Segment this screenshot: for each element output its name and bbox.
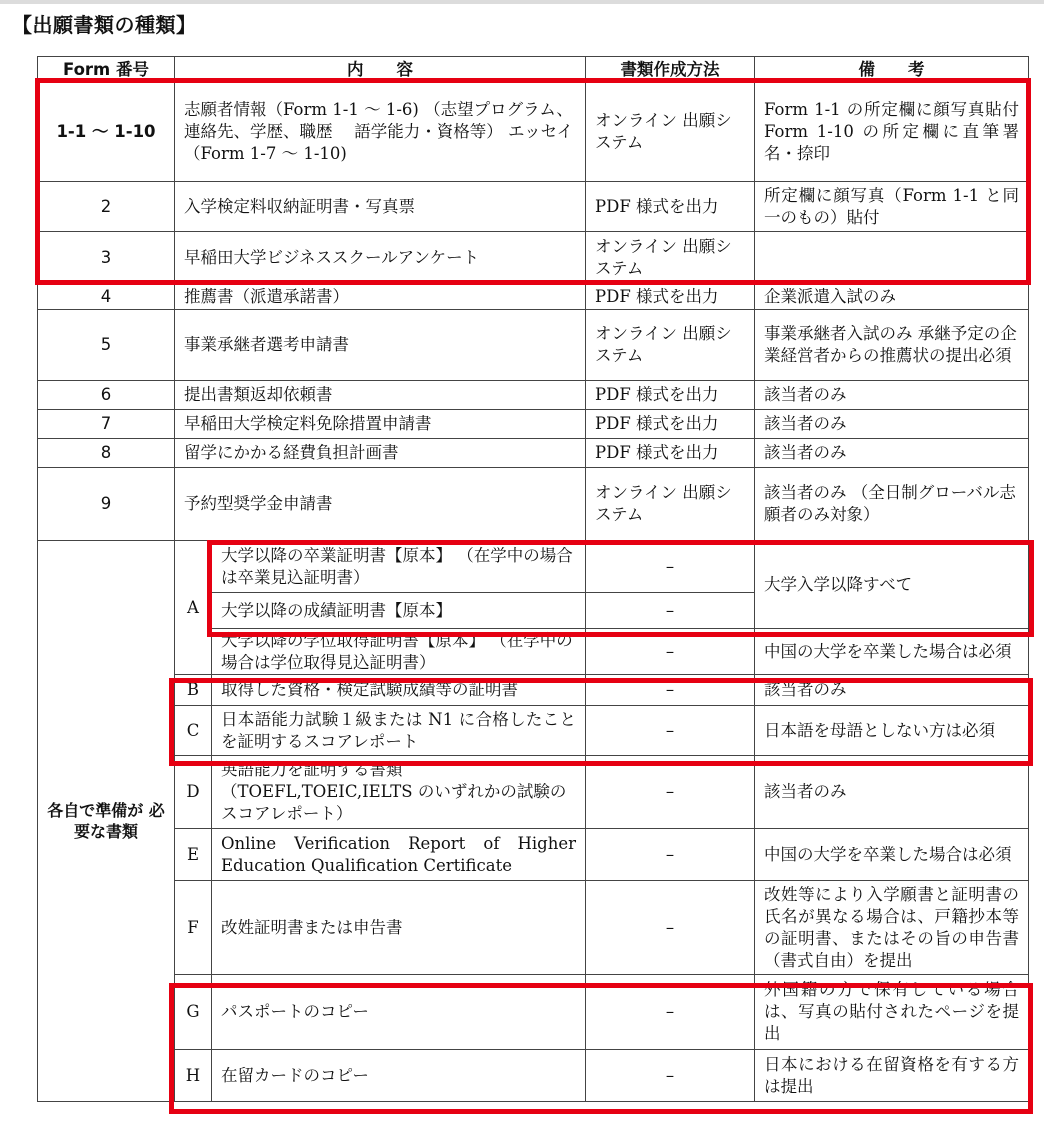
table-row: [38, 975, 1029, 1050]
row-remarks: 日本における在留資格を有する方は提出: [755, 1050, 1029, 1102]
row-content: 提出書類返却依頼書: [175, 381, 586, 410]
row-content: 予約型奨学金申請書: [175, 468, 586, 541]
row-method: –: [586, 756, 755, 829]
group-letter-f: F: [175, 881, 212, 975]
table-row: [38, 83, 1029, 182]
table-row: [38, 182, 1029, 232]
form-no: 1-1 〜 1-10: [38, 83, 175, 182]
row-method: PDF 様式を出力: [586, 410, 755, 439]
row-content: 入学検定料収納証明書・写真票: [175, 182, 586, 232]
row-content: 推薦書（派遣承諾書）: [175, 285, 586, 310]
group-letter-d: D: [175, 756, 212, 829]
row-content: 留学にかかる経費負担計画書: [175, 439, 586, 468]
row-method: –: [586, 675, 755, 706]
row-content: 在留カードのコピー: [212, 1050, 586, 1102]
row-method: オンライン 出願システム: [586, 83, 755, 182]
form-no: 6: [38, 381, 175, 410]
row-remarks: 日本語を母語としない方は必須: [755, 706, 1029, 756]
self-prepared-group-label: 各自で準備が 必要な書類: [38, 541, 175, 1102]
row-remarks: 中国の大学を卒業した場合は必須: [755, 829, 1029, 881]
row-method: オンライン 出願システム: [586, 310, 755, 381]
form-no: 7: [38, 410, 175, 439]
header-remarks: 備 考: [755, 57, 1029, 83]
top-border: [0, 0, 1044, 4]
form-no: 5: [38, 310, 175, 381]
row-remarks: 該当者のみ: [755, 381, 1029, 410]
row-content: 大学以降の学位取得証明書【原本】 （在学中の場合は学位取得見込証明書）: [212, 629, 586, 675]
table-row: [38, 439, 1029, 468]
form-no: 8: [38, 439, 175, 468]
row-remarks: 企業派遣入試のみ: [755, 285, 1029, 310]
row-content: パスポートのコピー: [212, 975, 586, 1050]
row-method: PDF 様式を出力: [586, 285, 755, 310]
row-method: –: [586, 1050, 755, 1102]
row-content: Online Verification Report of Higher Education Qualification Certificate: [212, 829, 586, 881]
row-content: 大学以降の成績証明書【原本】: [212, 593, 586, 629]
table-row: [38, 1050, 1029, 1102]
row-remarks: 該当者のみ: [755, 675, 1029, 706]
row-content: 日本語能力試験１級または N1 に合格したことを証明するスコアレポート: [212, 706, 586, 756]
row-remarks: 大学入学以降すべて: [755, 541, 1029, 629]
table-row: [38, 468, 1029, 541]
table-row: [38, 706, 1029, 756]
row-remarks: 改姓等により入学願書と証明書の氏名が異なる場合は、戸籍抄本等の証明書、またはその旨の申告書（書式自由）を提出: [755, 881, 1029, 975]
row-content: 取得した資格・検定試験成績等の証明書: [212, 675, 586, 706]
form-no: 9: [38, 468, 175, 541]
table-row: [38, 881, 1029, 975]
form-no: 4: [38, 285, 175, 310]
row-remarks: 事業承継者入試のみ 承継予定の企業経営者からの推薦状の提出必須: [755, 310, 1029, 381]
header-content: 内 容: [175, 57, 586, 83]
row-method: PDF 様式を出力: [586, 381, 755, 410]
table-row: [38, 675, 1029, 706]
row-content: 大学以降の卒業証明書【原本】 （在学中の場合は卒業見込証明書）: [212, 541, 586, 593]
table-row: [38, 829, 1029, 881]
row-method: PDF 様式を出力: [586, 439, 755, 468]
row-content: 事業承継者選考申請書: [175, 310, 586, 381]
row-remarks: 中国の大学を卒業した場合は必須: [755, 629, 1029, 675]
group-letter-b: B: [175, 675, 212, 706]
row-method: –: [586, 975, 755, 1050]
table-row: [38, 541, 1029, 593]
table-row: [38, 756, 1029, 829]
row-method: PDF 様式を出力: [586, 182, 755, 232]
row-content: 志願者情報（Form 1-1 〜 1-6) （志望プログラム、連絡先、学歴、職歴 語学能力・資格等） エッセイ（Form 1-7 〜 1-10): [175, 83, 586, 182]
row-remarks: 該当者のみ: [755, 756, 1029, 829]
row-remarks: 該当者のみ: [755, 410, 1029, 439]
table-row: [38, 285, 1029, 310]
table-row: [38, 381, 1029, 410]
row-remarks: 外国籍の方で保有している場合は、写真の貼付されたページを提出: [755, 975, 1029, 1050]
row-method: –: [586, 881, 755, 975]
form-no: 2: [38, 182, 175, 232]
group-letter-a: A: [175, 541, 212, 675]
row-method: –: [586, 593, 755, 629]
row-content: 早稲田大学ビジネススクールアンケート: [175, 232, 586, 285]
row-method: –: [586, 541, 755, 593]
table-row: [38, 310, 1029, 381]
row-content: 改姓証明書または申告書: [212, 881, 586, 975]
row-remarks: 所定欄に顔写真（Form 1-1 と同一のもの）貼付: [755, 182, 1029, 232]
group-letter-e: E: [175, 829, 212, 881]
row-method: オンライン 出願システム: [586, 232, 755, 285]
row-remarks: Form 1-1 の所定欄に顔写真貼付 Form 1-10 の所定欄に直筆署名・捺印: [755, 83, 1029, 182]
header-form-no: Form 番号: [38, 57, 175, 83]
row-remarks: 該当者のみ （全日制グローバル志願者のみ対象）: [755, 468, 1029, 541]
section-title: 【出願書類の種類】: [12, 13, 197, 37]
application-documents-table: [37, 56, 1029, 1102]
row-method: –: [586, 706, 755, 756]
header-row: [38, 57, 1029, 83]
table-row: [38, 232, 1029, 285]
row-method: –: [586, 829, 755, 881]
form-no: 3: [38, 232, 175, 285]
table-row: [38, 410, 1029, 439]
row-method: –: [586, 629, 755, 675]
group-letter-g: G: [175, 975, 212, 1050]
header-method: 書類作成方法: [586, 57, 755, 83]
group-letter-c: C: [175, 706, 212, 756]
row-remarks: 該当者のみ: [755, 439, 1029, 468]
row-content: 早稲田大学検定料免除措置申請書: [175, 410, 586, 439]
row-method: オンライン 出願システム: [586, 468, 755, 541]
row-content: 英語能力を証明する書類 （TOEFL,TOEIC,IELTS のいずれかの試験のスコアレポート）: [212, 756, 586, 829]
row-remarks: [755, 232, 1029, 285]
group-letter-h: H: [175, 1050, 212, 1102]
